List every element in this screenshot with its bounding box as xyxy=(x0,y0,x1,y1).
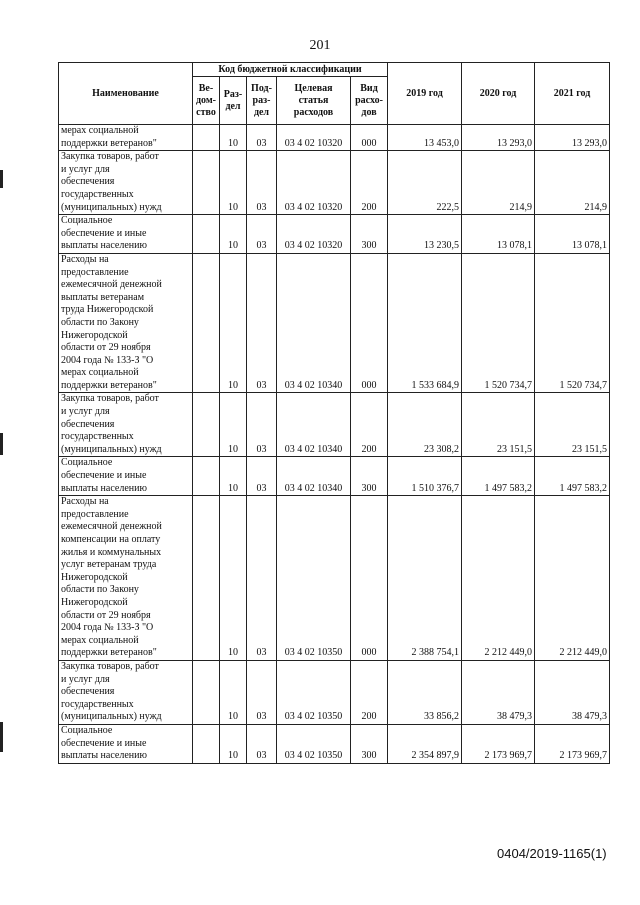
header-name: Наименование xyxy=(59,63,193,125)
cell-2021: 38 479,3 xyxy=(535,660,610,724)
table-row xyxy=(59,215,610,254)
row-name-line: обеспечения xyxy=(61,686,115,698)
row-name-line: государственных xyxy=(61,188,134,200)
cell-expense-type: 000 xyxy=(351,496,388,661)
row-name xyxy=(59,457,193,496)
row-name-line: выплаты населению xyxy=(61,240,147,252)
scan-edge-mark xyxy=(0,722,3,752)
row-name-line: Нижегородской xyxy=(61,571,128,583)
table-row xyxy=(59,253,610,393)
table-row xyxy=(59,496,610,661)
cell-2021: 13 293,0 xyxy=(535,125,610,151)
header-vedomstvo: Ве- дом- ство xyxy=(193,77,220,125)
row-name xyxy=(59,125,193,151)
row-name-line: компенсации на оплату xyxy=(61,534,161,545)
cell-podrazdel: 03 xyxy=(247,125,277,151)
cell-podrazdel: 03 xyxy=(247,457,277,496)
row-name-line: обеспечение и иные xyxy=(61,737,147,749)
row-name-line: области по Закону xyxy=(61,584,139,596)
header-2021: 2021 год xyxy=(535,63,610,125)
row-name-line: услуг ветеранам труда xyxy=(61,559,157,571)
cell-target-article: 03 4 02 10340 xyxy=(277,393,351,457)
cell-razdel: 10 xyxy=(220,215,247,254)
header-2019: 2019 год xyxy=(388,63,462,125)
row-name-line: Нижегородской xyxy=(61,596,128,608)
row-name-line: (муниципальных) нужд xyxy=(61,201,162,213)
cell-2019: 13 453,0 xyxy=(388,125,462,151)
cell-2021: 1 497 583,2 xyxy=(535,457,610,496)
table-row xyxy=(59,151,610,215)
cell-2021: 1 520 734,7 xyxy=(535,253,610,393)
cell-2021: 23 151,5 xyxy=(535,393,610,457)
cell-vedomstvo xyxy=(193,457,220,496)
row-name-line: предоставление xyxy=(61,508,129,520)
row-name-line: области от 29 ноября xyxy=(61,609,151,621)
row-name-line: Расходы на xyxy=(61,496,109,508)
cell-target-article: 03 4 02 10320 xyxy=(277,215,351,254)
cell-vedomstvo xyxy=(193,496,220,661)
scan-edge-mark xyxy=(0,433,3,455)
cell-vedomstvo xyxy=(193,660,220,724)
row-name-line: поддержки ветеранов" xyxy=(61,379,157,391)
row-name-line: мерах социальной xyxy=(61,634,139,646)
cell-vedomstvo xyxy=(193,393,220,457)
cell-2021: 2 173 969,7 xyxy=(535,724,610,763)
row-name-line: обеспечение и иные xyxy=(61,470,147,482)
cell-razdel: 10 xyxy=(220,457,247,496)
cell-podrazdel: 03 xyxy=(247,215,277,254)
cell-expense-type: 300 xyxy=(351,215,388,254)
header-podrazdel: Под- раз- дел xyxy=(247,77,277,125)
row-name xyxy=(59,724,193,763)
header-classification-code: Код бюджетной классификации xyxy=(193,63,388,77)
row-name-line: Социальное xyxy=(61,724,113,736)
header-expense-type: Вид расхо- дов xyxy=(351,77,388,125)
row-name xyxy=(59,215,193,254)
scan-edge-mark xyxy=(0,170,3,188)
table-row xyxy=(59,393,610,457)
cell-expense-type: 200 xyxy=(351,151,388,215)
row-name-line: предоставление xyxy=(61,266,129,278)
table-row xyxy=(59,724,610,763)
row-name-line: ежемесячной денежной xyxy=(61,521,162,533)
row-name xyxy=(59,660,193,724)
row-name-line: обеспечение и иные xyxy=(61,227,147,239)
row-name-line: 2004 года № 133-З "О xyxy=(61,354,154,366)
cell-razdel: 10 xyxy=(220,724,247,763)
cell-2020: 2 212 449,0 xyxy=(462,496,535,661)
row-name-line: обеспечения xyxy=(61,176,115,188)
cell-podrazdel: 03 xyxy=(247,253,277,393)
cell-vedomstvo xyxy=(193,724,220,763)
cell-2019: 2 354 897,9 xyxy=(388,724,462,763)
cell-2021: 214,9 xyxy=(535,151,610,215)
cell-2021: 13 078,1 xyxy=(535,215,610,254)
cell-expense-type: 200 xyxy=(351,660,388,724)
row-name-line: поддержки ветеранов" xyxy=(61,137,157,149)
cell-2019: 23 308,2 xyxy=(388,393,462,457)
row-name-line: выплаты населению xyxy=(61,750,147,762)
row-name-line: и услуг для xyxy=(61,406,110,418)
cell-2020: 38 479,3 xyxy=(462,660,535,724)
cell-2020: 2 173 969,7 xyxy=(462,724,535,763)
row-name-line: жилья и коммунальных xyxy=(61,546,162,558)
row-name-line: Социальное xyxy=(61,215,113,227)
cell-2019: 13 230,5 xyxy=(388,215,462,254)
row-name xyxy=(59,393,193,457)
budget-table xyxy=(58,62,610,764)
row-name-line: государственных xyxy=(61,431,134,443)
cell-vedomstvo xyxy=(193,125,220,151)
row-name-line: области от 29 ноября xyxy=(61,342,151,354)
cell-podrazdel: 03 xyxy=(247,660,277,724)
row-name-line: Расходы на xyxy=(61,253,109,265)
page-number: 201 xyxy=(309,38,331,53)
cell-razdel: 10 xyxy=(220,125,247,151)
cell-podrazdel: 03 xyxy=(247,393,277,457)
header-target-article: Целевая статья расходов xyxy=(277,77,351,125)
cell-vedomstvo xyxy=(193,215,220,254)
cell-2020: 1 520 734,7 xyxy=(462,253,535,393)
cell-2019: 33 856,2 xyxy=(388,660,462,724)
cell-expense-type: 300 xyxy=(351,724,388,763)
row-name-line: труда Нижегородской xyxy=(61,304,154,316)
cell-razdel: 10 xyxy=(220,151,247,215)
cell-vedomstvo xyxy=(193,253,220,393)
table-row xyxy=(59,457,610,496)
cell-2020: 13 293,0 xyxy=(462,125,535,151)
cell-target-article: 03 4 02 10320 xyxy=(277,125,351,151)
row-name-line: мерах социальной xyxy=(61,125,139,136)
row-name-line: Нижегородской xyxy=(61,329,128,341)
cell-2020: 1 497 583,2 xyxy=(462,457,535,496)
header-razdel: Раз- дел xyxy=(220,77,247,125)
cell-expense-type: 300 xyxy=(351,457,388,496)
row-name xyxy=(59,151,193,215)
cell-target-article: 03 4 02 10350 xyxy=(277,724,351,763)
row-name-line: государственных xyxy=(61,698,134,710)
cell-target-article: 03 4 02 10340 xyxy=(277,457,351,496)
row-name-line: обеспечения xyxy=(61,418,115,430)
row-name-line: выплаты ветеранам xyxy=(61,291,145,303)
row-name-line: 2004 года № 133-З "О xyxy=(61,622,154,634)
table-row xyxy=(59,660,610,724)
cell-2019: 1 533 684,9 xyxy=(388,253,462,393)
cell-2019: 222,5 xyxy=(388,151,462,215)
row-name-line: Социальное xyxy=(61,457,113,469)
cell-razdel: 10 xyxy=(220,660,247,724)
cell-2021: 2 212 449,0 xyxy=(535,496,610,661)
cell-expense-type: 200 xyxy=(351,393,388,457)
cell-target-article: 03 4 02 10350 xyxy=(277,496,351,661)
cell-razdel: 10 xyxy=(220,393,247,457)
row-name xyxy=(59,496,193,661)
cell-vedomstvo xyxy=(193,151,220,215)
cell-razdel: 10 xyxy=(220,496,247,661)
row-name-line: Закупка товаров, работ xyxy=(61,151,159,163)
row-name-line: ежемесячной денежной xyxy=(61,279,162,291)
cell-podrazdel: 03 xyxy=(247,151,277,215)
cell-razdel: 10 xyxy=(220,253,247,393)
header-2020: 2020 год xyxy=(462,63,535,125)
row-name-line: и услуг для xyxy=(61,673,110,685)
row-name-line: (муниципальных) нужд xyxy=(61,711,162,723)
cell-2020: 214,9 xyxy=(462,151,535,215)
cell-target-article: 03 4 02 10340 xyxy=(277,253,351,393)
cell-2020: 23 151,5 xyxy=(462,393,535,457)
cell-2020: 13 078,1 xyxy=(462,215,535,254)
row-name xyxy=(59,253,193,393)
row-name-line: области по Закону xyxy=(61,316,139,328)
cell-target-article: 03 4 02 10320 xyxy=(277,151,351,215)
row-name-line: и услуг для xyxy=(61,163,110,175)
row-name-line: поддержки ветеранов" xyxy=(61,647,157,659)
row-name-line: (муниципальных) нужд xyxy=(61,443,162,455)
cell-podrazdel: 03 xyxy=(247,724,277,763)
cell-2019: 2 388 754,1 xyxy=(388,496,462,661)
row-name-line: Закупка товаров, работ xyxy=(61,393,159,405)
row-name-line: выплаты населению xyxy=(61,482,147,494)
cell-expense-type: 000 xyxy=(351,253,388,393)
document-code: 0404/2019-1165(1) xyxy=(497,846,607,861)
cell-2019: 1 510 376,7 xyxy=(388,457,462,496)
row-name-line: Закупка товаров, работ xyxy=(61,660,159,672)
cell-target-article: 03 4 02 10350 xyxy=(277,660,351,724)
cell-podrazdel: 03 xyxy=(247,496,277,661)
cell-expense-type: 000 xyxy=(351,125,388,151)
table-row xyxy=(59,125,610,151)
row-name-line: мерах социальной xyxy=(61,367,139,379)
